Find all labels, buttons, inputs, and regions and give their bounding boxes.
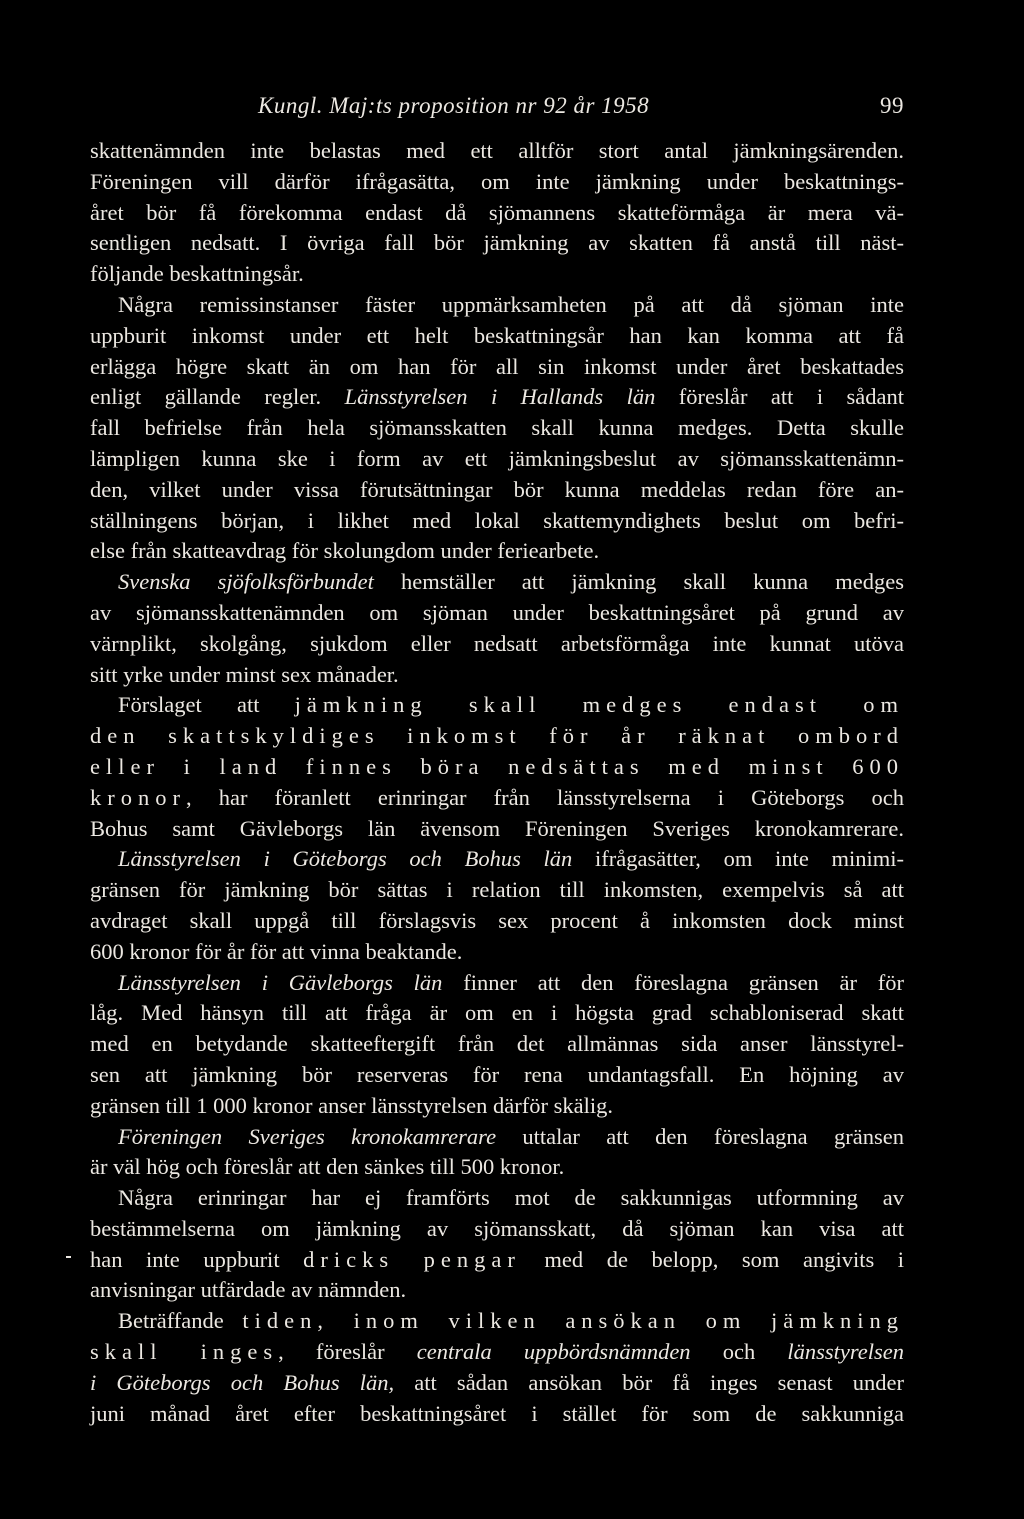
text-segment: avdraget skall uppgå till förslagsvis sex procent å inkomsten dock minst — [90, 907, 904, 933]
text-line — [90, 1399, 904, 1430]
page-number: 99 — [880, 93, 904, 118]
text-segment: föreslår att i sådant — [655, 384, 905, 410]
text-segment: sentligen nedsatt. I övriga fall bör jämkning av skatten få anstå till näst- — [90, 230, 904, 256]
text-line — [90, 1214, 904, 1245]
margin-mark — [66, 1256, 71, 1258]
text-segment: Förslaget att — [118, 692, 295, 718]
text-segment: värnplikt, skolgång, sjukdom eller nedsatt arbetsförmåga inte kunnat utöva — [90, 630, 904, 656]
text-line — [90, 968, 904, 999]
text-segment: , föreslår — [278, 1339, 417, 1365]
text-segment: med en betydande skatteeftergift från det allmännas sida anser länsstyrel- — [90, 1031, 904, 1057]
text-line — [90, 382, 904, 413]
text-line — [90, 136, 904, 167]
italic-text: centrala uppbördsnämnden — [416, 1339, 691, 1365]
text-line — [90, 1368, 904, 1399]
text-segment: ifrågasätter, om inte minimi- — [572, 846, 904, 872]
text-line — [90, 998, 904, 1029]
text-line — [90, 1275, 904, 1306]
text-segment: gränsen till 1 000 kronor anser länsstyrelsen därför skälig. — [90, 1092, 613, 1118]
text-segment: skattenämnden inte belastas med ett alltför stort antal jämkningsärenden. — [90, 138, 904, 163]
text-segment: , har föranlett erinringar från länsstyrelserna i Göteborgs och — [186, 784, 904, 810]
text-segment: han inte uppburit — [90, 1246, 304, 1272]
text-segment: anvisningar utfärdade av nämnden. — [90, 1277, 407, 1303]
text-line — [90, 352, 904, 383]
text-line — [90, 1337, 904, 1368]
italic-text: Svenska sjöfolksförbundet — [118, 569, 374, 595]
text-line — [90, 752, 904, 783]
text-line — [90, 690, 904, 721]
text-segment: lämpligen kunna ske i form av ett jämkningsbeslut av sjömansskattenämn- — [90, 445, 904, 471]
text-line — [90, 906, 904, 937]
text-segment: Beträffande — [118, 1308, 243, 1334]
text-line — [90, 1060, 904, 1091]
text-line — [90, 228, 904, 259]
text-segment: följande beskattningsår. — [90, 261, 304, 287]
text-segment: else från skatteavdrag för skolungdom under feriearbete. — [90, 538, 600, 564]
text-segment: sitt yrke under minst sex månader. — [90, 661, 399, 687]
italic-text: Länsstyrelsen i Göteborgs och Bohus län — [118, 846, 573, 872]
text-line — [90, 937, 904, 968]
text-line — [90, 814, 904, 845]
text-segment: erlägga högre skatt än om han för all sin inkomst under året beskattades — [90, 353, 904, 379]
italic-text: Länsstyrelsen i Hallands län — [344, 384, 656, 410]
text-line — [90, 444, 904, 475]
text-line — [90, 1183, 904, 1214]
text-segment: låg. Med hänsyn till att fråga är om en i högsta grad schabloniserad skatt — [90, 1000, 904, 1026]
spaced-text: dricks pengar — [303, 1246, 521, 1272]
text-segment: 600 kronor för år för att vinna beaktande. — [90, 938, 463, 964]
text-line — [90, 290, 904, 321]
text-segment: sen att jämkning bör reserveras för rena undantagsfall. En höjning av — [90, 1061, 904, 1087]
italic-text: länsstyrelsen — [787, 1339, 904, 1365]
spaced-text: den skattskyldiges inkomst för år räknat ombord — [90, 723, 904, 749]
spaced-text: jämkning skall medges endast om — [294, 692, 904, 718]
text-line — [90, 721, 904, 752]
text-segment: gränsen för jämkning bör sättas i relation till inkomsten, exempelvis så att — [90, 877, 904, 903]
spaced-text: skall inges — [90, 1339, 279, 1365]
body-text — [90, 136, 904, 1429]
text-line — [90, 660, 904, 691]
text-segment: Några erinringar har ej framförts mot de sakkunnigas utformning av — [118, 1185, 904, 1211]
spaced-text: kronor — [90, 784, 186, 810]
italic-text: i Göteborgs och Bohus län, — [90, 1369, 395, 1395]
text-line — [90, 844, 904, 875]
text-line — [90, 567, 904, 598]
text-line — [90, 259, 904, 290]
text-segment: Föreningen vill därför ifrågasätta, om inte jämkning under beskattnings- — [90, 168, 904, 194]
text-segment: är väl hög och föreslår att den sänkes till 500 kronor. — [90, 1154, 565, 1180]
text-segment: finner att den föreslagna gränsen är för — [442, 969, 904, 995]
text-line — [90, 1245, 904, 1276]
running-header — [90, 88, 904, 124]
text-line — [90, 198, 904, 229]
text-line — [90, 1029, 904, 1060]
text-line — [90, 629, 904, 660]
spaced-text: eller i land finnes böra nedsättas med minst 600 — [90, 753, 904, 779]
text-line — [90, 321, 904, 352]
text-segment: bestämmelserna om jämkning av sjömansskatt, då sjöman kan visa att — [90, 1215, 904, 1241]
text-line — [90, 1122, 904, 1153]
text-segment: och — [690, 1339, 788, 1365]
text-line — [90, 413, 904, 444]
text-line — [90, 783, 904, 814]
text-segment: att sådan ansökan bör få inges senast under — [394, 1369, 904, 1395]
text-segment: av sjömansskattenämnden om sjöman under beskattningsåret på grund av — [90, 599, 904, 625]
text-segment: enligt gällande regler. — [90, 384, 345, 410]
text-segment: Några remissinstanser fäster uppmärksamheten på att då sjöman inte — [118, 291, 904, 317]
text-segment: året bör få förekomma endast då sjömannens skatteförmåga är mera vä- — [90, 199, 904, 225]
text-line — [90, 1091, 904, 1122]
running-title: Kungl. Maj:ts proposition nr 92 år 1958 — [258, 93, 650, 118]
text-line — [90, 1306, 904, 1337]
text-segment: Bohus samt Gävleborgs län ävensom Föreningen Sveriges kronokamrerare. — [90, 815, 904, 841]
text-segment: fall befrielse från hela sjömansskatten skall kunna medges. Detta skulle — [90, 415, 904, 441]
text-segment: uppburit inkomst under ett helt beskattningsår han kan komma att få — [90, 322, 904, 348]
italic-text: Föreningen Sveriges kronokamrerare — [118, 1123, 497, 1149]
text-line — [90, 875, 904, 906]
text-segment: med de belopp, som angivits i — [520, 1246, 904, 1272]
text-segment: ställningens början, i likhet med lokal skattemyndighets beslut om befri- — [90, 507, 904, 533]
spaced-text: tiden, inom vilken ansökan om jämkning — [242, 1308, 905, 1334]
text-line — [90, 506, 904, 537]
text-line — [90, 536, 904, 567]
text-segment: uttalar att den föreslagna gränsen — [496, 1123, 905, 1149]
text-line — [90, 1152, 904, 1183]
italic-text: Länsstyrelsen i Gävleborgs län — [118, 969, 443, 995]
text-segment: hemställer att jämkning skall kunna medges — [373, 569, 904, 595]
text-line — [90, 598, 904, 629]
text-line — [90, 475, 904, 506]
text-segment: den, vilket under vissa förutsättningar bör kunna meddelas redan före an- — [90, 476, 904, 502]
text-segment: juni månad året efter beskattningsåret i stället för som de sakkunniga — [90, 1400, 904, 1426]
text-line — [90, 167, 904, 198]
